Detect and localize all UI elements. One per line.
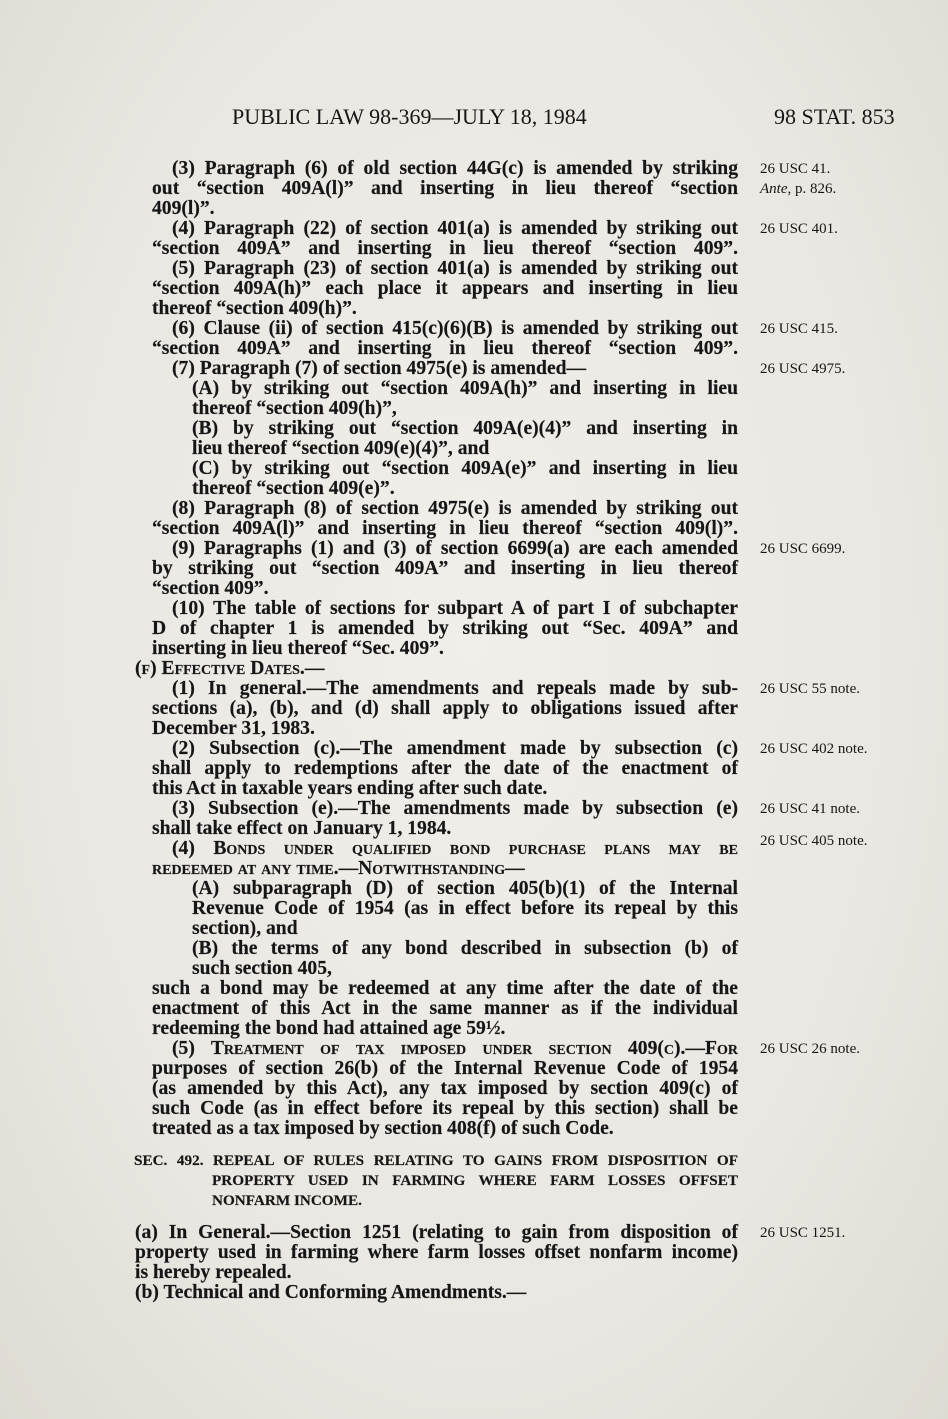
margin-citation: 26 USC 6699. xyxy=(760,541,846,557)
page-title: PUBLIC LAW 98-369—JULY 18, 1984 xyxy=(232,104,587,129)
margin-citation: 26 USC 1251. xyxy=(760,1225,846,1241)
text-line: out “section 409A(l)” and inserting in lieu thereof “section xyxy=(152,178,738,199)
margin-citation: 26 USC 26 note. xyxy=(760,1041,861,1057)
margin-citation: 26 USC 402 note. xyxy=(760,741,868,757)
text-line: (A) by striking out “section 409A(h)” and inserting in lieu xyxy=(192,378,738,399)
text-line: section), and xyxy=(192,918,298,939)
text-line: (A) subparagraph (D) of section 405(b)(1) of the Internal xyxy=(192,878,738,899)
text-line: (1) In general.—The amendments and repeals made by sub- xyxy=(172,678,738,699)
text-line: lieu thereof “section 409(e)(4)”, and xyxy=(192,438,490,459)
text-line: December 31, 1983. xyxy=(152,718,315,739)
text-line: Revenue Code of 1954 (as in effect before its repeal by this xyxy=(192,898,738,919)
margin-citation: 26 USC 55 note. xyxy=(760,681,861,697)
text-line: SEC. 492. REPEAL OF RULES RELATING TO GAINS FROM DISPOSITION OF xyxy=(134,1152,738,1169)
text-line: (C) by striking out “section 409A(e)” and inserting in lieu xyxy=(192,458,738,479)
text-line: (B) the terms of any bond described in subsection (b) of xyxy=(192,938,738,959)
text-line: thereof “section 409(e)”. xyxy=(192,478,395,499)
text-line: (10) The table of sections for subpart A of part I of subchapter xyxy=(172,598,738,619)
text-line: shall take effect on January 1, 1984. xyxy=(152,818,452,839)
text-line: “section 409A” and inserting in lieu thereof “section 409”. xyxy=(152,238,738,259)
statute-page-number: 98 STAT. 853 xyxy=(774,104,895,129)
text-line: (a) In General.—Section 1251 (relating to gain from disposition of xyxy=(135,1222,738,1243)
text-line: (as amended by this Act), any tax imposed by section 409(c) of xyxy=(152,1078,738,1099)
text-line: (5) Treatment of tax imposed under section 409(c).—For xyxy=(172,1038,738,1059)
text-line: by striking out “section 409A” and inserting in lieu thereof xyxy=(152,558,738,579)
margin-citation: Ante, p. 826. xyxy=(760,181,837,197)
text-line: “section 409A” and inserting in lieu thereof “section 409”. xyxy=(152,338,738,359)
text-line: redeeming the bond had attained age 59½. xyxy=(152,1018,506,1039)
text-line: (3) Subsection (e).—The amendments made by subsection (e) xyxy=(172,798,738,819)
text-line: thereof “section 409(h)”, xyxy=(192,398,397,419)
text-line: this Act in taxable years ending after such date. xyxy=(152,778,548,799)
text-line: is hereby repealed. xyxy=(135,1262,292,1283)
text-line: sections (a), (b), and (d) shall apply to obligations issued after xyxy=(152,698,738,719)
text-line: such a bond may be redeemed at any time after the date of the xyxy=(152,978,738,999)
text-line: (7) Paragraph (7) of section 4975(e) is amended— xyxy=(172,358,587,379)
text-line: shall apply to redemptions after the date of the enactment of xyxy=(152,758,738,779)
text-line: (f) Effective Dates.— xyxy=(135,658,325,679)
text-line: “section 409”. xyxy=(152,578,269,599)
text-line: “section 409A(l)” and inserting in lieu thereof “section 409(l)”. xyxy=(152,518,738,539)
text-line: (9) Paragraphs (1) and (3) of section 6699(a) are each amended xyxy=(172,538,738,559)
text-line: (5) Paragraph (23) of section 401(a) is amended by striking out xyxy=(172,258,738,279)
margin-citation: 26 USC 415. xyxy=(760,321,838,337)
text-line: (4) Bonds under qualified bond purchase plans may be xyxy=(172,838,738,859)
text-line: (B) by striking out “section 409A(e)(4)” and inserting in xyxy=(192,418,738,439)
margin-citation: 26 USC 4975. xyxy=(760,361,846,377)
text-line: D of chapter 1 is amended by striking out “Sec. 409A” and xyxy=(152,618,738,639)
text-line: property used in farming where farm losses offset nonfarm income) xyxy=(135,1242,738,1263)
text-line: purposes of section 26(b) of the Internal Revenue Code of 1954 xyxy=(152,1058,738,1079)
text-line: (4) Paragraph (22) of section 401(a) is amended by striking out xyxy=(172,218,738,239)
page-header xyxy=(0,104,948,134)
text-line: (8) Paragraph (8) of section 4975(e) is amended by striking out xyxy=(172,498,738,519)
text-line: redeemed at any time.—Notwithstanding— xyxy=(152,858,525,879)
text-line: thereof “section 409(h)”. xyxy=(152,298,357,319)
text-line: (2) Subsection (c).—The amendment made by subsection (c) xyxy=(172,738,738,759)
text-line: such Code (as in effect before its repeal by this section) shall be xyxy=(152,1098,738,1119)
text-line: (3) Paragraph (6) of old section 44G(c) is amended by striking xyxy=(172,158,738,179)
margin-citation: 26 USC 41 note. xyxy=(760,801,861,817)
text-line: inserting in lieu thereof “Sec. 409”. xyxy=(152,638,444,659)
text-line: NONFARM INCOME. xyxy=(212,1192,362,1209)
text-line: such section 405, xyxy=(192,958,332,979)
text-line: treated as a tax imposed by section 408(f) of such Code. xyxy=(152,1118,614,1139)
text-line: enactment of this Act in the same manner as if the individual xyxy=(152,998,738,1019)
text-line: 409(l)”. xyxy=(152,198,215,219)
margin-citation: 26 USC 41. xyxy=(760,161,831,177)
text-line: (b) Technical and Conforming Amendments.— xyxy=(135,1282,527,1303)
text-line: PROPERTY USED IN FARMING WHERE FARM LOSSES OFFSET xyxy=(212,1172,738,1189)
margin-citation: 26 USC 401. xyxy=(760,221,838,237)
text-line: (6) Clause (ii) of section 415(c)(6)(B) is amended by striking out xyxy=(172,318,738,339)
margin-citation: 26 USC 405 note. xyxy=(760,833,868,849)
text-line: “section 409A(h)” each place it appears and inserting in lieu xyxy=(152,278,738,299)
